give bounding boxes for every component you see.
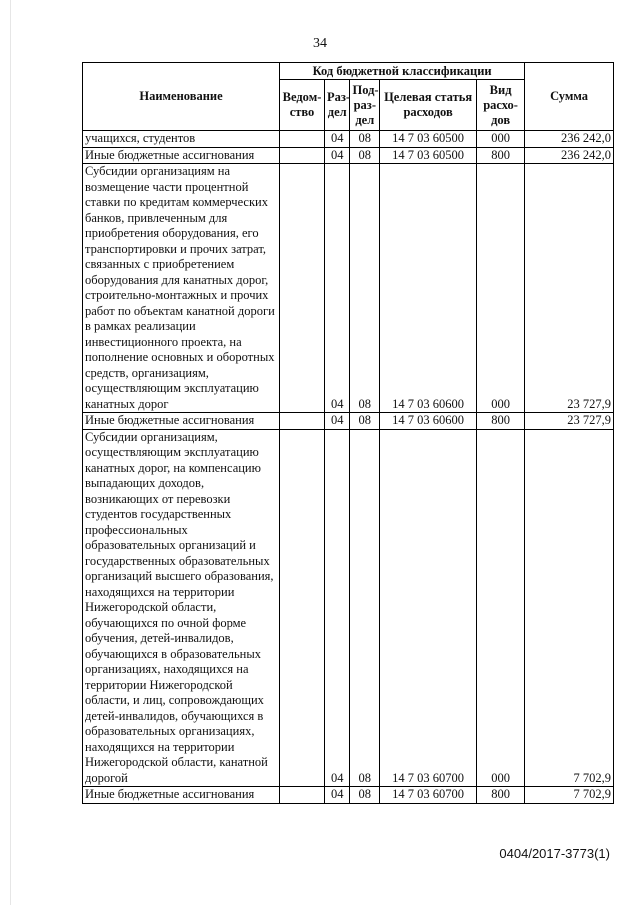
row-department [280,429,325,787]
row-target-article: 14 7 03 60600 [380,413,477,430]
row-department [280,147,325,164]
row-subsection: 08 [350,147,380,164]
row-name: Субсидии организациям, осуществляющим эксплуатацию канатных дорог, на компенсацию выпадающих доходов, возникающих от перевозки студентов государственных профессиональных образовательных организаций и государственных образовательных организаций высшего образования, находящихся на территории Нижегородской области, обучающихся по очной форме обучения, детей-инвалидов, обучающихся в образовательных организациях, находящихся на территории Нижегородской области, и лиц, сопровождающих детей-инвалидов, обучающихся в образовательных организациях, находящихся на территории Нижегородской области, канатной дорогой [83,429,280,787]
row-subsection: 08 [350,164,380,413]
row-sum: 23 727,9 [525,164,614,413]
header-name: Наименование [83,63,280,131]
table-row [83,164,614,413]
row-target-article: 14 7 03 60500 [380,147,477,164]
page-number: 34 [313,36,327,51]
row-section: 04 [324,147,350,164]
header-expense-type: Вид расхо-дов [477,80,525,131]
document-code: 0404/2017-3773(1) [499,846,610,861]
row-expense-type: 800 [477,147,525,164]
row-name: Иные бюджетные ассигнования [83,413,280,430]
row-department [280,131,325,148]
row-section: 04 [324,164,350,413]
row-expense-type: 800 [477,413,525,430]
header-section: Раз-дел [324,80,350,131]
header-classification-code: Код бюджетной классификации [280,63,525,80]
row-sum: 236 242,0 [525,131,614,148]
row-target-article: 14 7 03 60700 [380,787,477,804]
row-section: 04 [324,131,350,148]
row-name: Субсидии организациям на возмещение части процентной ставки по кредитам коммерческих банков, привлеченным для приобретения оборудования, его транспортировки и прочих затрат, связанных с приобретением оборудования для канатных дорог, строительно-монтажных и прочих работ по объектам канатной дороги в рамках реализации инвестиционного проекта, на пополнение основных и оборотных средств, организациям, осуществляющим эксплуатацию канатных дорог [83,164,280,413]
row-target-article: 14 7 03 60600 [380,164,477,413]
row-subsection: 08 [350,787,380,804]
row-sum: 236 242,0 [525,147,614,164]
row-section: 04 [324,787,350,804]
row-subsection: 08 [350,413,380,430]
row-department [280,413,325,430]
row-sum: 7 702,9 [525,787,614,804]
table-row [83,131,614,148]
row-target-article: 14 7 03 60700 [380,429,477,787]
table-row [83,147,614,164]
row-expense-type: 000 [477,429,525,787]
row-name: Иные бюджетные ассигнования [83,787,280,804]
row-sum: 7 702,9 [525,429,614,787]
row-target-article: 14 7 03 60500 [380,131,477,148]
row-section: 04 [324,429,350,787]
scan-edge [0,0,11,905]
row-subsection: 08 [350,131,380,148]
row-sum: 23 727,9 [525,413,614,430]
header-sum: Сумма [525,63,614,131]
row-expense-type: 000 [477,164,525,413]
table-row [83,429,614,787]
row-department [280,787,325,804]
header-subsection: Под-раз-дел [350,80,380,131]
row-subsection: 08 [350,429,380,787]
budget-table [82,62,614,804]
header-target-article: Целевая статья расходов [380,80,477,131]
row-expense-type: 000 [477,131,525,148]
table-row [83,413,614,430]
table-row [83,787,614,804]
row-expense-type: 800 [477,787,525,804]
row-department [280,164,325,413]
row-name: учащихся, студентов [83,131,280,148]
header-department: Ведом-ство [280,80,325,131]
row-section: 04 [324,413,350,430]
row-name: Иные бюджетные ассигнования [83,147,280,164]
